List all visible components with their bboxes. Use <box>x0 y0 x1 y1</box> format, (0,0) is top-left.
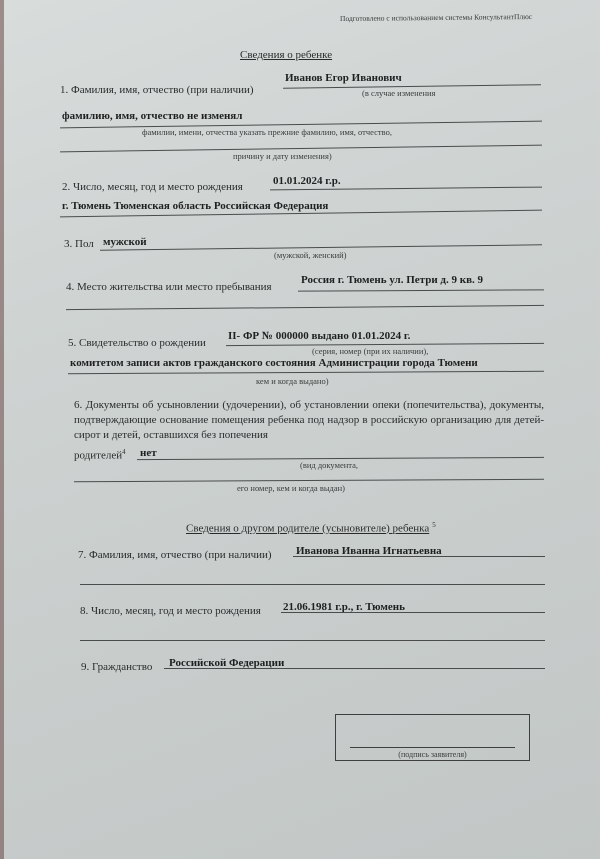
item7-label: 7. Фамилия, имя, отчество (при наличии) <box>78 549 272 561</box>
item8-value: 21.06.1981 г.р., г. Тюмень <box>283 601 405 613</box>
item5-hint-a: (серия, номер (при их наличии), <box>312 346 429 356</box>
item5-hint-b: кем и когда выдано) <box>256 376 329 386</box>
item1-value: Иванов Егор Иванович <box>285 72 402 84</box>
item4-underline-2 <box>66 305 544 310</box>
item5-underline-2 <box>68 371 544 374</box>
item7-underline <box>293 556 545 557</box>
item7-underline-2 <box>80 584 545 585</box>
item4-value: Россия г. Тюмень ул. Петри д. 9 кв. 9 <box>301 274 484 286</box>
item6-underline-2 <box>74 479 544 482</box>
item9-underline <box>164 668 545 669</box>
header-note: Подготовлено с использованием системы КонсультантПлюс <box>339 11 533 24</box>
item8-underline-2 <box>80 640 545 641</box>
item6-hint-b: его номер, кем и когда выдан) <box>237 483 346 493</box>
item2-label: 2. Число, месяц, год и место рождения <box>62 181 243 193</box>
signature-line <box>350 747 515 748</box>
item4-label: 4. Место жительства или место пребывания <box>66 281 272 293</box>
item1-value-line2: фамилию, имя, отчество не изменял <box>62 110 243 122</box>
item6-text <box>74 398 544 443</box>
item4-underline <box>298 289 544 291</box>
item1-hint-b: фамилии, имени, отчества указать прежние фамилию, имя, отчество, <box>142 127 392 137</box>
item8-label: 8. Число, месяц, год и место рождения <box>80 605 261 617</box>
signature-box[interactable] <box>335 714 530 761</box>
item2-underline <box>270 187 542 191</box>
item6-label-end-text: родителей <box>74 449 123 462</box>
item2-value-line2: г. Тюмень Тюменская область Российская Федерация <box>62 200 329 212</box>
parent-section-footnote: 5 <box>432 521 436 529</box>
parent-section-title <box>186 521 436 535</box>
item3-value: мужской <box>103 236 147 248</box>
item7-value: Иванова Иванна Игнатьевна <box>296 545 442 557</box>
item9-value: Российской Федерации <box>169 657 285 669</box>
item5-value: II- ФР № 000000 выдано 01.01.2024 г. <box>228 330 411 342</box>
item1-label: 1. Фамилия, имя, отчество (при наличии) <box>60 84 254 96</box>
item1-hint-a: (в случае изменения <box>362 88 436 98</box>
item9-label: 9. Гражданство <box>81 661 153 673</box>
item1-hint-c: причину и дату изменения) <box>233 151 332 161</box>
page-edge <box>0 0 4 859</box>
item6-label-end <box>74 448 126 462</box>
item6-hint-a: (вид документа, <box>300 460 358 470</box>
item6-footnote: 4 <box>122 448 126 456</box>
item2-value: 01.01.2024 г.р. <box>273 175 341 187</box>
signature-hint: (подпись заявителя) <box>398 750 467 759</box>
item6-value: нет <box>140 447 157 459</box>
item5-value-line2: комитетом записи актов гражданского состояния Администрации города Тюмени <box>70 357 478 369</box>
item3-label: 3. Пол <box>64 238 94 250</box>
item6-description: 6. Документы об усыновлении (удочерении), об установлении опеки (попечительства), документы, подтверждающие основание помещения ребенка под надзор в российскую организацию для детей-сирот и детей, оставшихся без попечения <box>74 399 544 441</box>
item8-underline <box>281 612 545 613</box>
parent-section-title-text: Сведения о другом родителе (усыновителе) ребенка <box>186 522 430 535</box>
child-section-title: Сведения о ребенке <box>240 49 333 61</box>
item3-hint: (мужской, женский) <box>274 250 347 260</box>
item5-label: 5. Свидетельство о рождении <box>68 337 206 349</box>
